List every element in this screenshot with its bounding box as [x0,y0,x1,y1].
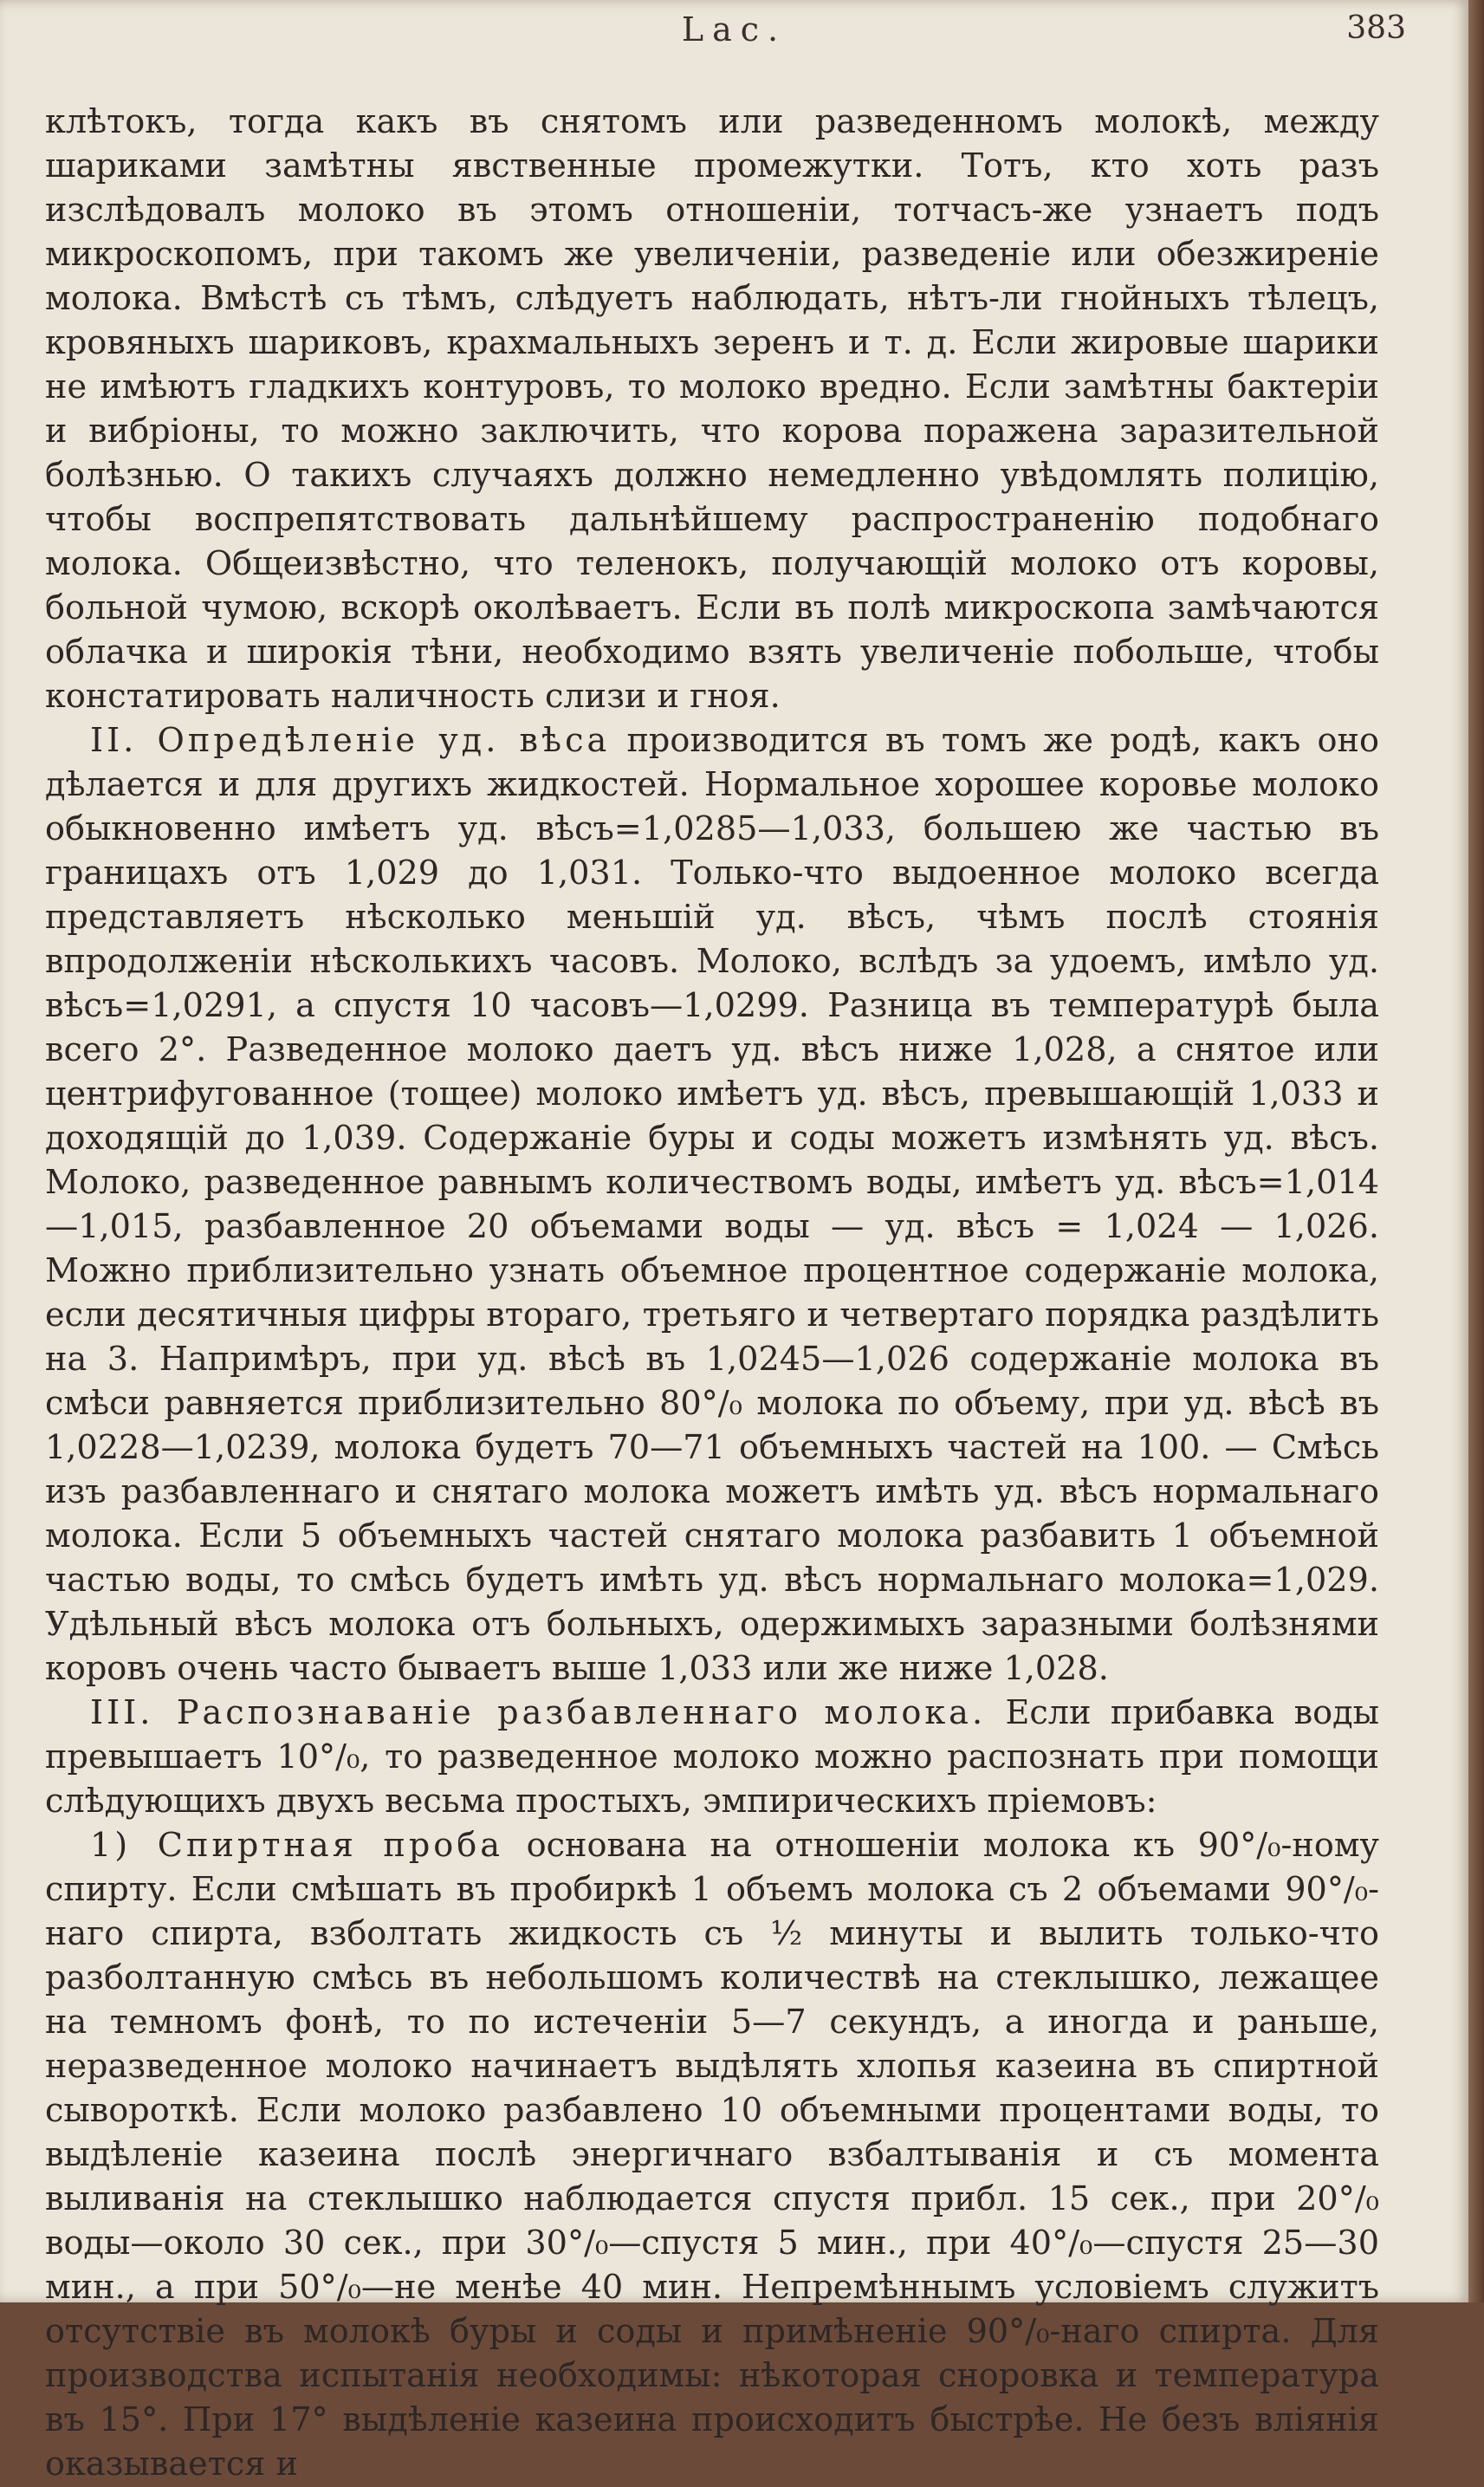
paragraph-text: Если прибавка воды превышаетъ 10°/₀, то разведенное молоко можно распознать при помощи слѣдующихъ двухъ весьма простыхъ, эмпирическихъ пріемовъ: [45,1694,1379,1821]
paragraph-alcohol-test [45,1824,1379,2487]
running-head: Lac. [681,10,787,49]
section-heading: III. Распознаваніе разбавленнаго молока. [90,1694,987,1732]
section-heading: II. Опредѣленіе уд. вѣса [90,722,611,760]
paragraph-specific-gravity [45,719,1379,1692]
section-heading: 1) Спиртная проба [90,1827,504,1865]
page-number: 383 [1346,10,1406,46]
page-header [0,5,1468,52]
paragraph-text: основана на отношеніи молока къ 90°/₀-ному спирту. Если смѣшать въ пробиркѣ 1 объемъ молока съ 2 объемами 90°/₀-наго спирта, взболтать жидкость съ ½ минуты и вылить только-что разболтанную смѣсь въ небольшомъ количествѣ на стеклышко, лежащее на темномъ фонѣ, то по истеченіи 5—7 секундъ, а иногда и раньше, неразведенное молоко начинаетъ выдѣлять хлопья казеина въ спиртной сывороткѣ. Если молоко разбавлено 10 объемными процентами воды, то выдѣленіе казеина послѣ энергичнаго взбалтыванія и съ момента выливанія на стеклышко наблюдается спустя прибл. 15 сек., при 20°/₀ воды—около 30 сек., при 30°/₀—спустя 5 мин., при 40°/₀—спустя 25—30 мин., а при 50°/₀—не менѣе 40 мин. Непремѣннымъ условіемъ служитъ отсутствіе въ молокѣ буры и соды и примѣненіе 90°/₀-наго спирта. Для производства испытанія необходимы: нѣкоторая сноровка и температура въ 15°. При 17° выдѣленіе казеина происходитъ быстрѣе. Не безъ вліянія оказывается и [45,1827,1379,2484]
paragraph-text: производится въ томъ же родѣ, какъ оно дѣлается и для другихъ жидкостей. Нормальное хорошее коровье молоко обыкновенно имѣетъ уд. вѣсъ=1,0285—1,033, большею же частью въ границахъ отъ 1,029 до 1,031. Только-что выдоенное молоко всегда представляетъ нѣсколько меньшій уд. вѣсъ, чѣмъ послѣ стоянія впродолженіи нѣсколькихъ часовъ. Молоко, вслѣдъ за удоемъ, имѣло уд. вѣсъ=1,0291, а спустя 10 часовъ—1,0299. Разница въ температурѣ была всего 2°. Разведенное молоко даетъ уд. вѣсъ ниже 1,028, а снятое или центрифугованное (тощее) молоко имѣетъ уд. вѣсъ, превышающій 1,033 и доходящій до 1,039. Содержаніе буры и соды можетъ измѣнять уд. вѣсъ. Молоко, разведенное равнымъ количествомъ воды, имѣетъ уд. вѣсъ=1,014—1,015, разбавленное 20 объемами воды — уд. вѣсъ = 1,024 — 1,026. Можно приблизительно узнать объемное процентное содержаніе молока, если десятичныя цифры втораго, третьяго и четвертаго порядка раздѣлить на 3. Напримѣръ, при уд. вѣсѣ въ 1,0245—1,026 содержаніе молока въ смѣси равняется приблизительно 80°/₀ молока по объему, при уд. вѣсѣ въ 1,0228—1,0239, молока будетъ 70—71 объемныхъ частей на 100. — Смѣсь изъ разбавленнаго и снятаго молока можетъ имѣть уд. вѣсъ нормальнаго молока. Если 5 объемныхъ частей снятаго молока разбавить 1 объемной частью воды, то смѣсь будетъ имѣть уд. вѣсъ нормальнаго молока=1,029. Удѣльный вѣсъ молока отъ больныхъ, одержимыхъ заразными болѣзнями коровъ очень часто бываетъ выше 1,033 или же ниже 1,028. [45,722,1379,1688]
body-text [45,101,1379,2487]
paragraph-text: клѣтокъ, тогда какъ въ снятомъ или разведенномъ молокѣ, между шариками замѣтны явственные промежутки. Тотъ, кто хоть разъ изслѣдовалъ молоко въ этомъ отношеніи, тотчасъ-же узнаетъ подъ микроскопомъ, при такомъ же увеличеніи, разведеніе или обезжиреніе молока. Вмѣстѣ съ тѣмъ, слѣдуетъ наблюдать, нѣтъ-ли гнойныхъ тѣлецъ, кровяныхъ шариковъ, крахмальныхъ зеренъ и т. д. Если жировые шарики не имѣютъ гладкихъ контуровъ, то молоко вредно. Если замѣтны бактеріи и вибріоны, то можно заключить, что корова поражена заразительной болѣзнью. О такихъ случаяхъ должно немедленно увѣдомлять полицію, чтобы воспрепятствовать дальнѣйшему распространенію подобнаго молока. Общеизвѣстно, что теленокъ, получающій молоко отъ коровы, больной чумою, вскорѣ околѣваетъ. Если въ полѣ микроскопа замѣчаются облачка и широкія тѣни, необходимо взять увеличеніе побольше, чтобы констатировать наличность слизи и гноя. [45,103,1379,716]
paragraph-microscopy [45,101,1379,719]
scan-edge [1468,0,1484,2302]
paragraph-diluted-milk [45,1692,1379,1824]
